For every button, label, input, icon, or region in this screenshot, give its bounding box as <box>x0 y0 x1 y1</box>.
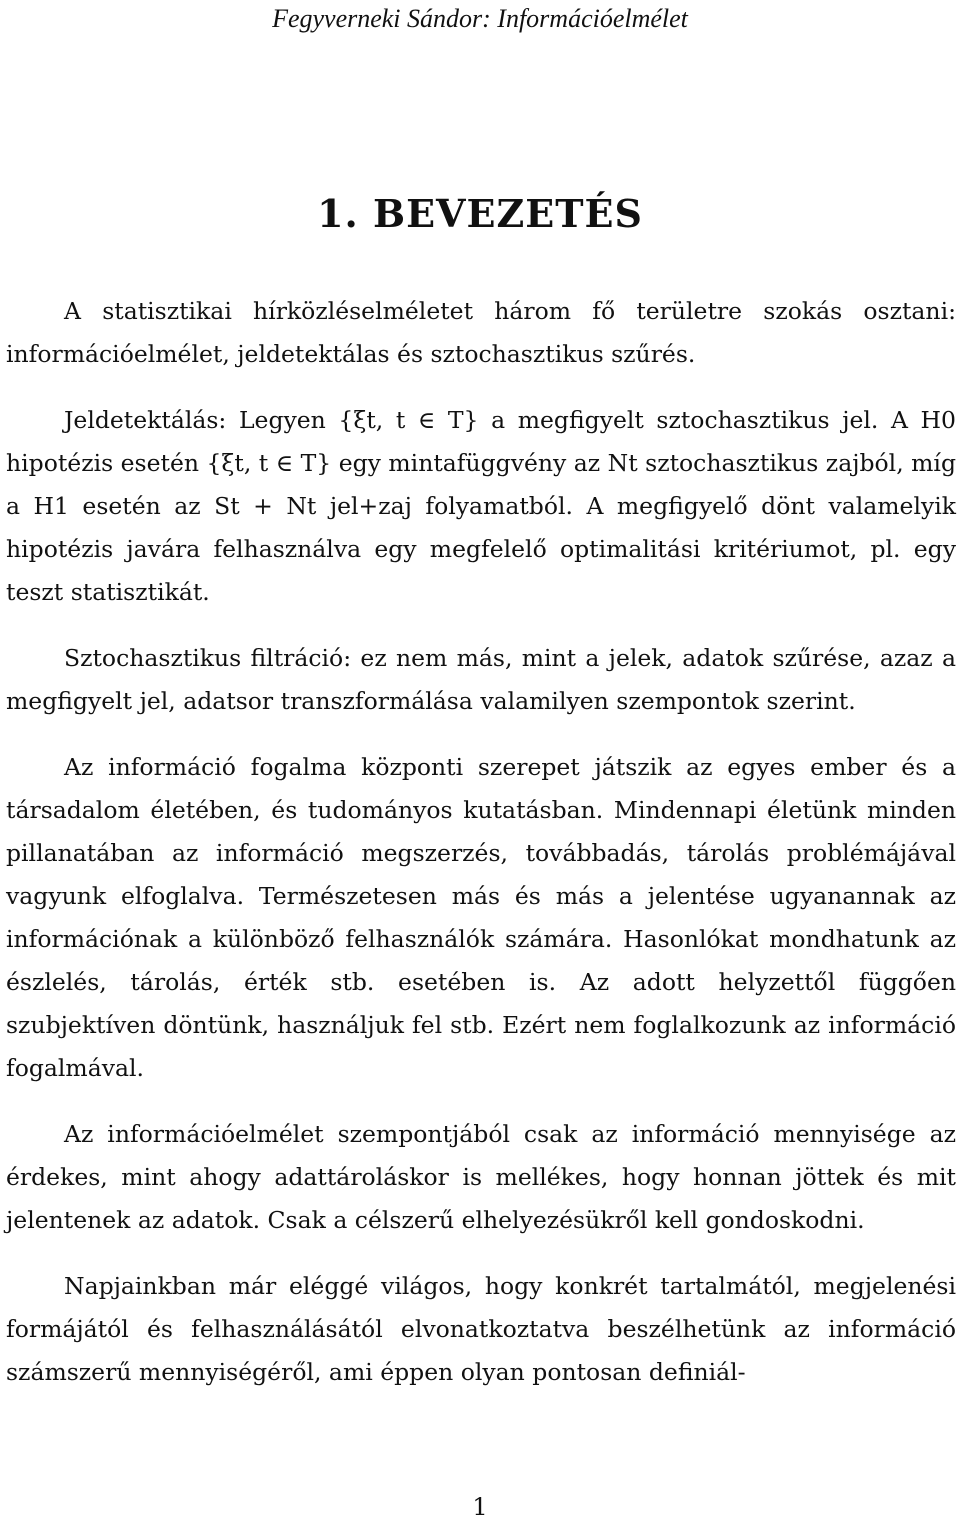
paragraph-quantity: Napjainkban már eléggé világos, hogy konkrét tartalmától, megjelenési formájától és felhasználásától elvonatkoztatva beszélhetünk az információ számszerű mennyiségéről, ami éppen olyan pontosan definiál- <box>6 1272 956 1386</box>
paragraph-stochastic-filtering: Sztochasztikus filtráció: ez nem más, mint a jelek, adatok szűrése, azaz a megfigyelt jel, adatsor transzformálása valamilyen szempontok szerint. <box>6 644 956 715</box>
paragraph-signal-detection: Jeldetektálás: Legyen {ξt, t ∈ T} a megfigyelt sztochasztikus jel. A H0 hipotézis esetén {ξt, t ∈ T} egy mintafüggvény az Nt sztochasztikus zajból, míg a H1 esetén az St + Nt jel+zaj folyamatból. A megfigyelő dönt valamelyik hipotézis javára felhasználva egy megfelelő optimalitási kritériumot, pl. egy teszt statisztikát. <box>6 406 956 606</box>
paragraph-information-concept: Az információ fogalma központi szerepet játszik az egyes ember és a társadalom életében, és tudományos kutatásban. Mindennapi életünk minden pillanatában az információ megszerzés, továbbadás, tárolás problémájával vagyunk elfoglalva. Természetesen más és más a jelentése ugyanannak az információnak a különböző felhasználók számára. Hasonlókat mondhatunk az észlelés, tárolás, érték stb. esetében is. Az adott helyzettől függően szubjektíven döntünk, használjuk fel stb. Ezért nem foglalkozunk az információ fogalmával. <box>6 753 956 1082</box>
body-text <box>6 290 956 1394</box>
paragraph-information-theory: Az információelmélet szempontjából csak az információ mennyisége az érdekes, mint ahogy adattároláskor is mellékes, hogy honnan jöttek és mit jelentenek az adatok. Csak a célszerű elhelyezésükről kell gondoskodni. <box>6 1120 956 1234</box>
paragraph-intro: A statisztikai hírközléselméletet három fő területre szokás osztani: információelmélet, jeldetektálas és sztochasztikus szűrés. <box>6 297 956 368</box>
page-number: 1 <box>472 1493 488 1521</box>
running-header: Fegyverneki Sándor: Információelmélet <box>272 4 688 33</box>
chapter-title: 1. BEVEZETÉS <box>317 191 643 236</box>
